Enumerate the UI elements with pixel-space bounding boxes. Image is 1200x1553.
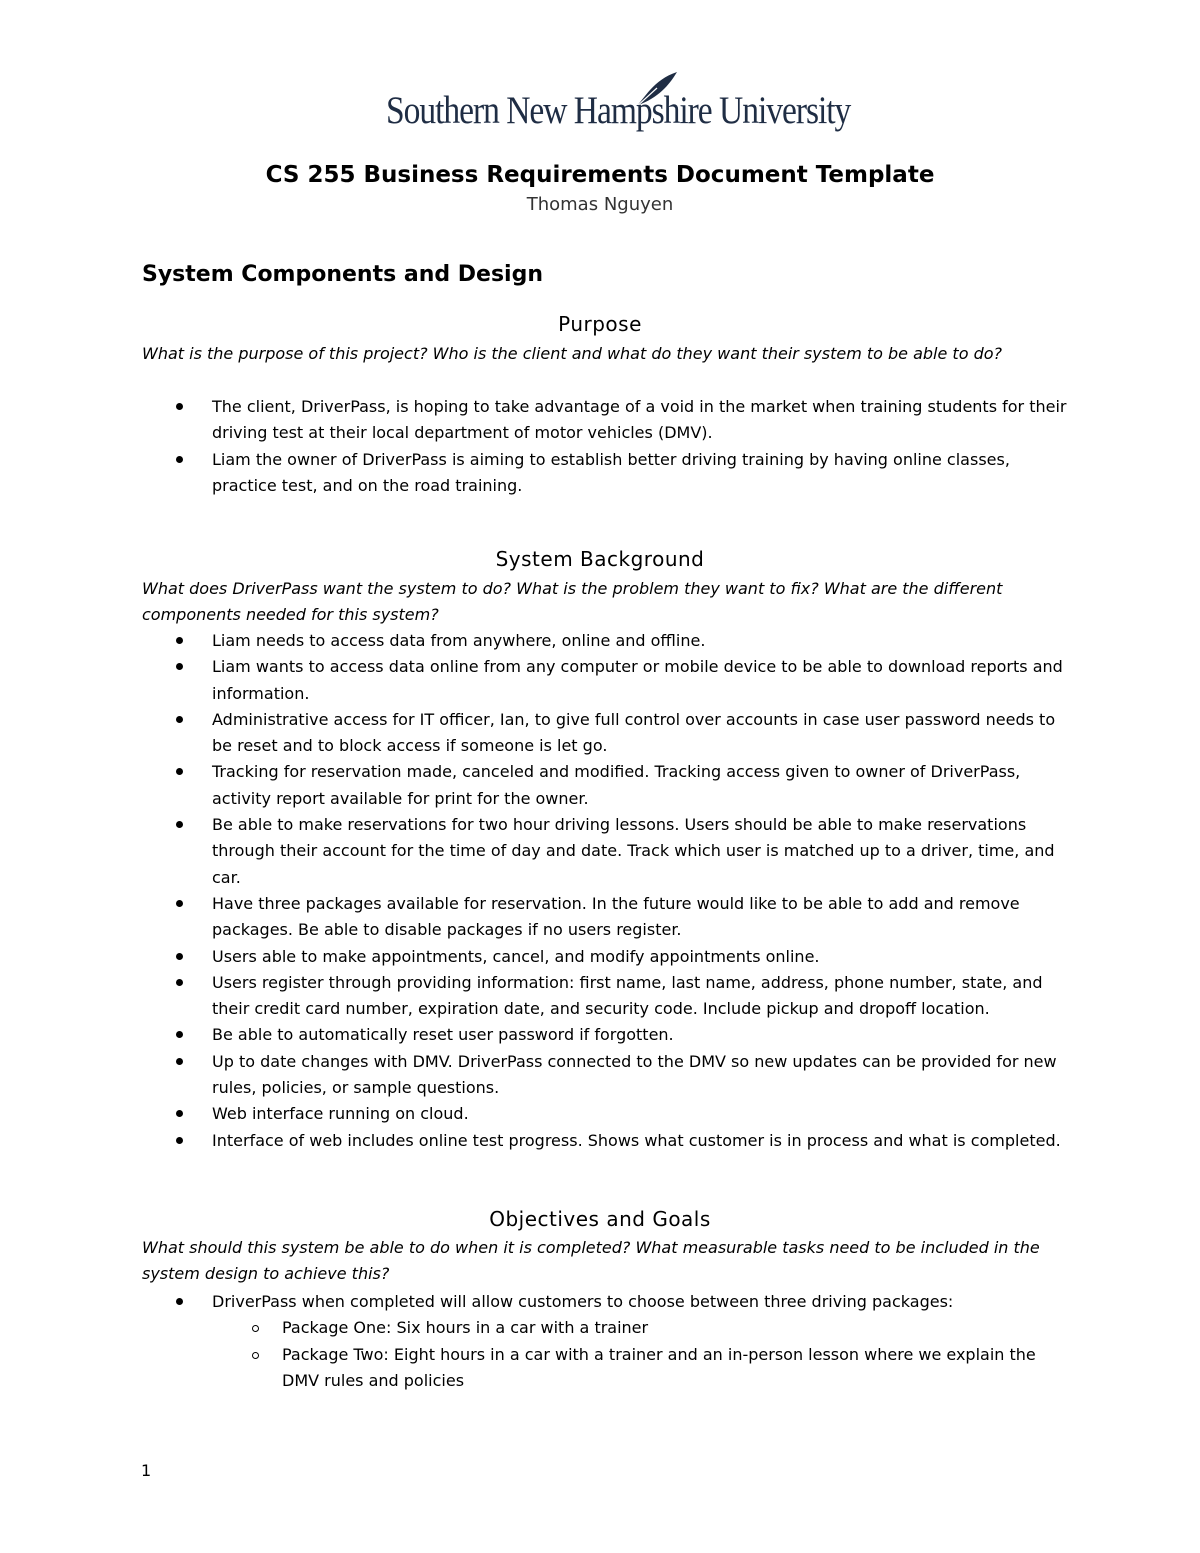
objectives-question: What should this system be able to do when it is completed? What measurable tasks need to be included in the system design to achieve this?: [142, 1238, 1040, 1283]
list-item: Be able to make reservations for two hour driving lessons. Users should be able to make reservations through their account for the time of day and date. Track which user is matched up to a driver, time, and car.: [142, 812, 1072, 891]
objectives-heading: Objectives and Goals: [489, 1207, 711, 1231]
section-heading: System Components and Design: [142, 262, 544, 287]
list-item: Liam wants to access data online from any computer or mobile device to be able to download reports and information.: [142, 654, 1072, 707]
purpose-bullet-list: [142, 394, 1072, 499]
background-heading: System Background: [495, 547, 705, 571]
purpose-question: What is the purpose of this project? Who is the client and what do they want their system to be able to do?: [142, 344, 1003, 363]
list-item: Web interface running on cloud.: [142, 1101, 1072, 1127]
list-item: Have three packages available for reservation. In the future would like to be able to add and remove packages. Be able to disable packages if no users register.: [142, 891, 1072, 944]
list-item: Administrative access for IT officer, Ian, to give full control over accounts in case user password needs to be reset and to block access if someone is let go.: [142, 707, 1072, 760]
background-question: What does DriverPass want the system to do? What is the problem they want to fix? What are the different components needed for this system?: [142, 579, 1003, 624]
background-bullet-list: [142, 628, 1072, 1154]
purpose-heading: Purpose: [558, 312, 642, 336]
list-item: The client, DriverPass, is hoping to take advantage of a void in the market when training students for their driving test at their local department of motor vehicles (DMV).: [142, 394, 1072, 447]
list-item: DriverPass when completed will allow customers to choose between three driving packages:: [142, 1289, 1072, 1315]
list-item: Liam the owner of DriverPass is aiming to establish better driving training by having online classes, practice test, and on the road training.: [142, 447, 1072, 500]
list-item: Interface of web includes online test progress. Shows what customer is in process and what is completed.: [142, 1128, 1072, 1154]
list-item: Users able to make appointments, cancel, and modify appointments online.: [142, 944, 1072, 970]
sub-list-item: Package Two: Eight hours in a car with a trainer and an in-person lesson where we explain the DMV rules and policies: [142, 1342, 1072, 1395]
list-item: Tracking for reservation made, canceled and modified. Tracking access given to owner of DriverPass, activity report available for print for the owner.: [142, 759, 1072, 812]
list-item: Liam needs to access data from anywhere, online and offline.: [142, 628, 1072, 654]
list-item: Be able to automatically reset user password if forgotten.: [142, 1022, 1072, 1048]
list-item: Up to date changes with DMV. DriverPass connected to the DMV so new updates can be provided for new rules, policies, or sample questions.: [142, 1049, 1072, 1102]
page-number: 1: [141, 1461, 152, 1480]
document-author: Thomas Nguyen: [526, 194, 674, 215]
list-item: Users register through providing information: first name, last name, address, phone number, state, and their credit card number, expiration date, and security code. Include pickup and dropoff location.: [142, 970, 1072, 1023]
university-logo: [386, 70, 851, 136]
sub-list-item: Package One: Six hours in a car with a trainer: [142, 1315, 1072, 1341]
document-title: CS 255 Business Requirements Document Template: [265, 162, 935, 188]
objectives-bullet-list: [142, 1289, 1072, 1394]
logo-text: Southern New Hampshire University: [386, 89, 851, 132]
